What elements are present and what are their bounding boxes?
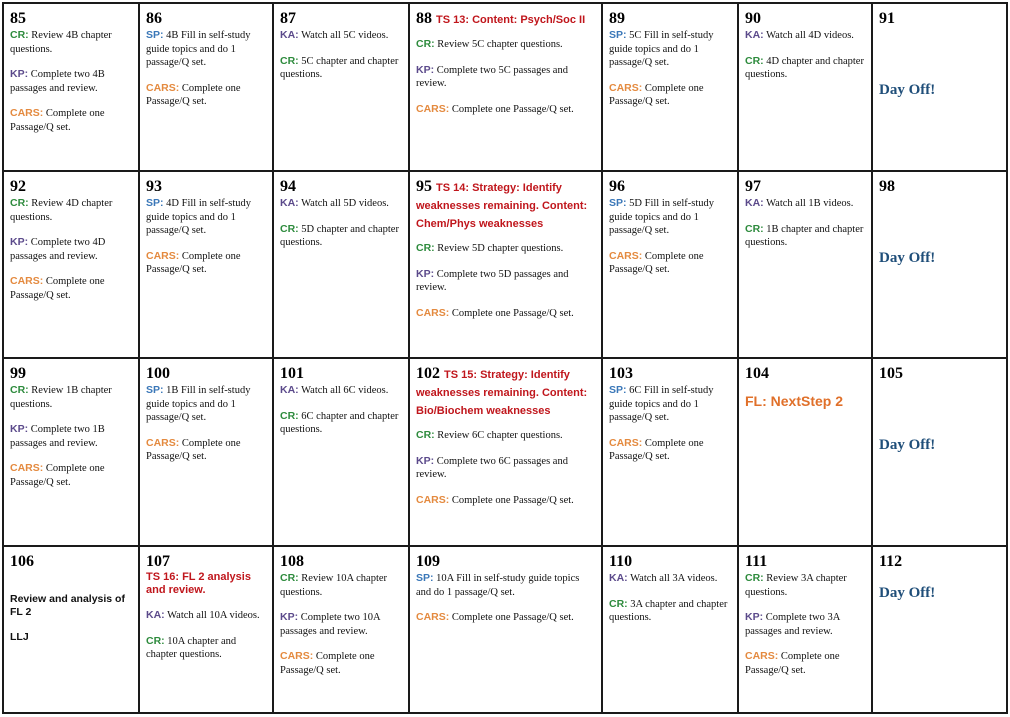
task-label: CARS: [280,650,314,662]
task-entry [146,384,266,425]
day-off-label: Day Off! [879,250,936,266]
topic-session-title: TS 16: FL 2 analysis and review. [146,571,251,596]
task-entry [280,55,402,82]
task-text: Complete one Passage/Q set. [449,612,574,623]
day-number: 89 [609,10,625,27]
day-number: 85 [10,10,26,27]
task-text: Complete one Passage/Q set. [146,250,241,275]
task-text: Complete one Passage/Q set. [449,103,574,115]
task-text: Complete one Passage/Q set. [280,651,375,676]
day-header [879,10,1002,28]
task-text: 3A chapter and chapter questions. [609,598,728,623]
task-entry [745,572,865,599]
day-off-label: Day Off! [879,82,936,98]
day-header [10,365,132,383]
task-text: Complete one Passage/Q set. [146,82,241,107]
task-entry [10,29,132,56]
task-entry [146,609,266,623]
day-header [10,553,132,571]
day-number: 87 [280,10,296,27]
day-header [416,178,595,232]
study-calendar-grid [2,2,1008,714]
day-header [280,365,402,383]
day-number: 105 [879,365,903,382]
task-entry [416,307,595,321]
day-header [146,553,266,571]
full-length-exam-label: FL: NextStep 2 [745,393,844,409]
task-text: Complete two 4B passages and review. [10,69,105,94]
task-entry [416,611,595,625]
task-entry [10,236,132,263]
task-text: 6C chapter and chapter questions. [280,410,399,435]
day-header [745,10,865,28]
task-entry [146,635,266,662]
task-entry [280,572,402,599]
day-cell [410,359,601,545]
day-cell [140,4,272,170]
day-header [416,365,595,419]
day-number: 104 [745,365,769,382]
task-entry [416,268,595,295]
day-off-label: Day Off! [879,437,936,453]
day-number: 106 [10,553,34,570]
day-header [280,10,402,28]
day-number: 88 [416,10,432,27]
task-text: Complete two 1B passages and review. [10,424,105,449]
task-entry [10,462,132,489]
task-text: Review 4D chapter questions. [10,198,113,223]
task-text: Complete one Passage/Q set. [745,651,840,676]
day-cell [4,547,138,714]
day-header [280,178,402,196]
day-cell [739,359,871,545]
day-number: 90 [745,10,761,27]
day-number: 96 [609,178,625,195]
day-header [416,10,595,28]
day-header [609,178,731,196]
day-number: 112 [879,553,903,570]
day-number: 110 [609,553,633,570]
task-label: CR: [416,242,435,254]
day-cell [603,4,737,170]
day-number: 97 [745,178,761,195]
day-cell [739,547,871,714]
task-text: Watch all 6C videos. [298,385,389,396]
task-entry [745,611,865,638]
task-entry [609,29,731,70]
task-entry [745,197,865,211]
task-label: CARS: [146,436,180,449]
task-entry [416,455,595,482]
task-text: 5C Fill in self-study guide topics and do 1 passage/Q set. [609,30,714,68]
task-text: Complete one Passage/Q set. [146,437,241,462]
task-entry [146,197,266,238]
task-entry [609,437,731,464]
day-header [609,553,731,571]
topic-session-title: TS 14: Strategy: Identify weaknesses remaining. Content: Chem/Phys weaknesses [416,182,588,230]
day-note: LLJ [10,631,29,643]
task-entry [609,197,731,238]
task-label: CARS: [10,462,44,474]
task-entry [280,611,402,638]
task-entry [745,29,865,43]
task-entry [609,250,731,277]
task-label: CR: [745,54,764,67]
task-entry [416,242,595,256]
task-text: Review 5C chapter questions. [434,39,563,50]
task-label: SP: [416,572,434,584]
day-header [280,553,402,571]
task-label: SP: [146,197,164,209]
task-label: CR: [416,38,435,50]
day-number: 86 [146,10,162,27]
task-entry [146,82,266,109]
day-cell [603,172,737,357]
task-entry [10,68,132,95]
task-text: Watch all 1B videos. [763,198,854,209]
task-label: CARS: [10,107,44,119]
day-number: 99 [10,365,26,382]
task-text: 4B Fill in self-study guide topics and do 1 passage/Q set. [146,30,251,68]
task-text: Complete one Passage/Q set. [449,494,574,506]
task-entry [280,197,402,211]
day-header [609,10,731,28]
day-number: 107 [146,553,170,570]
task-entry [280,223,402,250]
day-cell [873,359,1008,545]
task-label: CR: [745,222,764,235]
task-label: CARS: [146,249,180,262]
task-label: KA: [745,29,764,41]
day-number: 95 [416,178,432,195]
task-label: CR: [416,429,435,441]
task-label: KA: [609,572,628,584]
day-cell [739,172,871,357]
day-header [879,553,1002,571]
task-entry [416,572,595,599]
task-label: CR: [280,222,299,235]
task-label: CR: [10,29,29,41]
task-entry [146,437,266,464]
task-label: KA: [146,609,165,621]
task-text: 4D chapter and chapter questions. [745,55,864,80]
task-text: 10A chapter and chapter questions. [146,635,237,660]
day-cell [873,172,1008,357]
day-number: 101 [280,365,304,382]
task-entry [280,384,402,398]
task-label: CARS: [416,306,450,319]
task-text: 5C chapter and chapter questions. [280,55,399,80]
task-label: CR: [745,572,764,584]
task-text: Complete one Passage/Q set. [10,276,105,301]
day-number: 108 [280,553,304,570]
task-label: SP: [609,29,627,41]
day-cell [140,547,272,714]
task-entry [416,103,595,117]
day-cell [274,359,408,545]
task-label: CR: [280,54,299,67]
day-header [10,178,132,196]
day-header [879,365,1002,383]
task-label: CR: [10,384,29,396]
day-note: Review and analysis of FL 2 [10,593,125,618]
task-label: CR: [609,597,628,610]
task-text: 6C Fill in self-study guide topics and do 1 passage/Q set. [609,385,714,423]
day-cell [4,172,138,357]
task-text: Review 6C chapter questions. [434,430,563,441]
task-label: CARS: [609,81,643,94]
day-header [146,10,266,28]
task-text: Review 3A chapter questions. [745,573,847,598]
day-cell [873,4,1008,170]
topic-session-title: TS 15: Strategy: Identify weaknesses remaining. Content: Bio/Biochem weaknesses [416,369,588,417]
task-text: Complete one Passage/Q set. [10,463,105,488]
task-label: KP: [10,68,29,80]
task-label: CARS: [416,102,450,115]
task-text: Complete two 4D passages and review. [10,237,106,262]
task-entry [10,275,132,302]
task-text: Complete two 3A passages and review. [745,612,840,637]
task-entry [609,82,731,109]
task-text: Complete one Passage/Q set. [10,108,105,133]
day-cell [873,547,1008,714]
day-cell [4,359,138,545]
task-text: Review 10A chapter questions. [280,573,388,598]
task-label: CARS: [745,650,779,662]
day-header [745,553,865,571]
day-number: 94 [280,178,296,195]
task-entry [10,423,132,450]
task-label: CARS: [416,611,450,623]
task-label: KP: [280,611,299,623]
task-entry [280,29,402,43]
task-entry [609,598,731,625]
task-text: Watch all 5D videos. [298,198,389,209]
task-label: CR: [280,409,299,422]
task-text: Review 4B chapter questions. [10,30,112,55]
task-label: KP: [416,267,435,280]
task-text: Watch all 4D videos. [763,30,854,41]
task-text: Complete one Passage/Q set. [609,250,704,275]
day-number: 98 [879,178,895,195]
day-cell [140,359,272,545]
task-label: CR: [146,634,165,647]
task-text: Complete two 5C passages and review. [416,64,568,89]
day-cell [603,547,737,714]
task-entry [146,250,266,277]
task-label: KP: [416,454,435,467]
task-text: Complete two 10A passages and review. [280,612,381,637]
task-text: 5D chapter and chapter questions. [280,223,399,248]
task-text: 4D Fill in self-study guide topics and do 1 passage/Q set. [146,198,252,236]
day-header [146,178,266,196]
day-number: 91 [879,10,895,27]
task-label: CARS: [146,81,180,94]
task-label: SP: [609,384,627,396]
task-label: CARS: [416,493,450,506]
task-entry [10,197,132,224]
task-text: Watch all 3A videos. [627,573,718,584]
task-label: KA: [280,29,299,41]
task-text: Watch all 10A videos. [164,610,260,621]
day-number: 109 [416,553,440,570]
day-cell [410,4,601,170]
day-cell [274,172,408,357]
task-text: Review 5D chapter questions. [434,243,564,254]
task-label: SP: [146,29,164,41]
task-entry [416,64,595,91]
task-label: SP: [146,384,164,396]
task-text: 1B Fill in self-study guide topics and do 1 passage/Q set. [146,385,251,423]
topic-session-title: TS 13: Content: Psych/Soc II [436,14,586,26]
day-number: 92 [10,178,26,195]
day-cell [410,547,601,714]
task-entry [280,650,402,677]
day-cell [274,4,408,170]
day-header [745,178,865,196]
day-header [416,553,595,571]
day-number: 111 [745,553,768,570]
day-cell [603,359,737,545]
task-text: Complete two 5D passages and review. [416,268,569,293]
task-entry [146,29,266,70]
task-entry [10,107,132,134]
task-entry [416,429,595,443]
task-entry [745,650,865,677]
task-entry [10,384,132,411]
task-entry [416,38,595,52]
task-label: KA: [745,197,764,209]
task-entry [609,384,731,425]
day-header [10,10,132,28]
day-number: 93 [146,178,162,195]
task-label: KA: [280,384,299,396]
task-label: KP: [416,63,435,76]
day-cell [4,4,138,170]
day-header [609,365,731,383]
task-text: Complete one Passage/Q set. [449,307,574,319]
task-text: 10A Fill in self-study guide topics and do 1 passage/Q set. [416,573,580,598]
day-header [146,365,266,383]
task-text: 5D Fill in self-study guide topics and do 1 passage/Q set. [609,198,715,236]
task-label: KP: [10,423,29,435]
task-label: SP: [609,197,627,209]
day-off-label: Day Off! [879,585,936,601]
task-label: CARS: [609,249,643,262]
task-text: Review 1B chapter questions. [10,385,112,410]
task-entry [280,410,402,437]
task-label: KA: [280,197,299,209]
day-cell [739,4,871,170]
task-label: KP: [10,236,29,248]
day-cell [140,172,272,357]
task-text: Complete two 6C passages and review. [416,455,568,480]
day-header [745,365,865,383]
task-label: CR: [280,572,299,584]
task-entry [745,223,865,250]
day-number: 103 [609,365,633,382]
task-label: CARS: [10,275,44,287]
task-label: KP: [745,611,764,623]
task-label: CR: [10,197,29,209]
task-entry [609,572,731,586]
task-text: Complete one Passage/Q set. [609,82,704,107]
task-entry [416,494,595,508]
day-header [879,178,1002,196]
day-cell [274,547,408,714]
day-number: 100 [146,365,170,382]
task-entry [745,55,865,82]
task-text: 1B chapter and chapter questions. [745,223,864,248]
task-text: Complete one Passage/Q set. [609,437,704,462]
day-cell [410,172,601,357]
task-text: Watch all 5C videos. [298,30,389,41]
task-label: CARS: [609,436,643,449]
day-number: 102 [416,365,440,382]
